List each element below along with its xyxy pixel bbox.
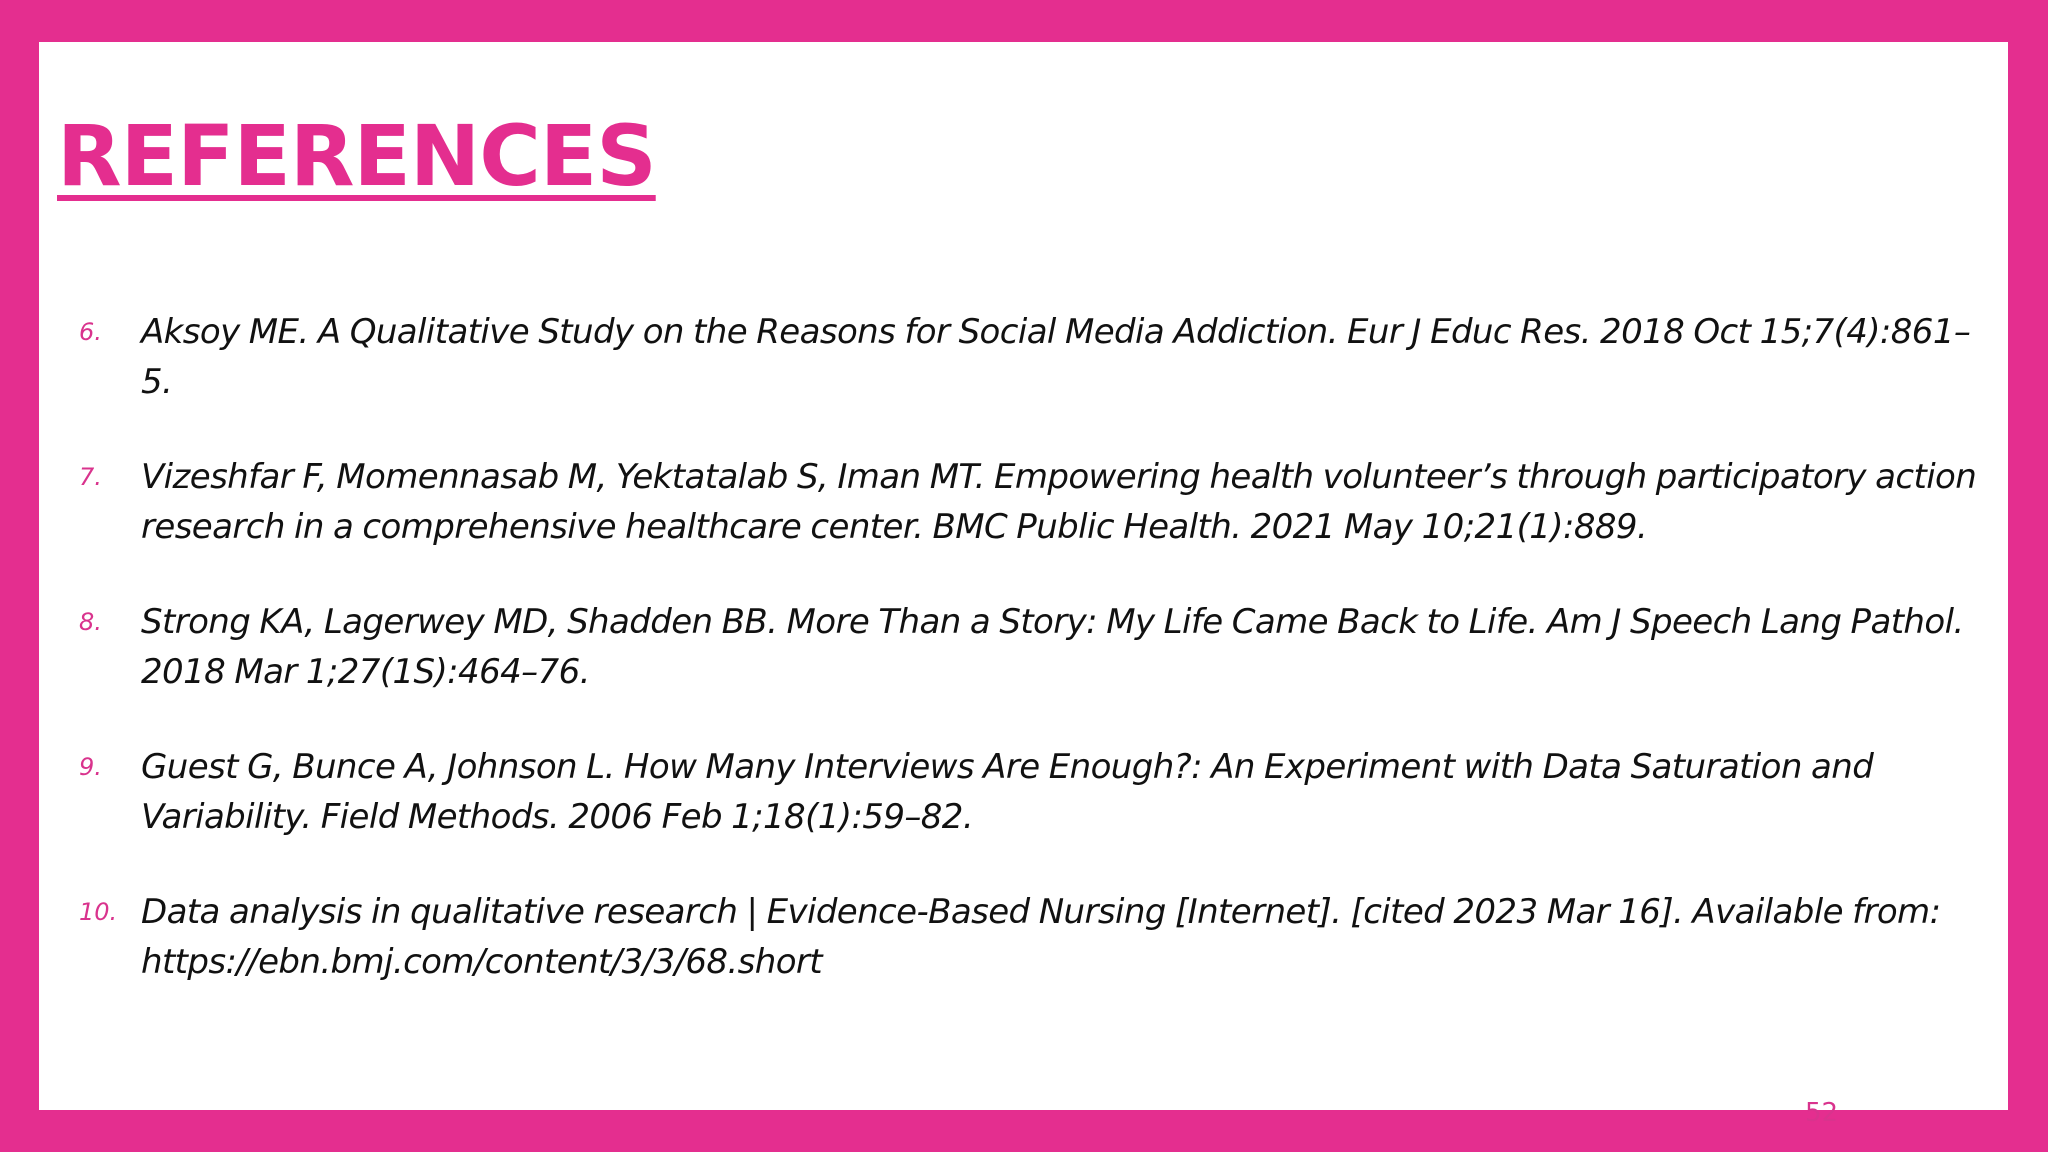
slide-content-area	[39, 42, 2008, 1128]
reference-text: Vizeshfar F, Momennasab M, Yektatalab S, Iman MT. Empowering health volunteer’s through participatory action research in a comprehensive healthcare center. BMC Public Health. 2021 May 10;21(1):889.	[141, 457, 1977, 547]
reference-item	[79, 452, 1979, 552]
reference-number: 9.	[79, 753, 102, 781]
reference-item	[79, 742, 1979, 842]
reference-text: Strong KA, Lagerwey MD, Shadden BB. More Than a Story: My Life Came Back to Life. Am J Speech Lang Pathol. 2018 Mar 1;27(1S):464–76.	[141, 602, 1964, 692]
reference-number: 8.	[79, 608, 102, 636]
reference-number: 10.	[79, 898, 118, 926]
reference-number: 6.	[79, 318, 102, 346]
reference-number: 7.	[79, 463, 102, 491]
reference-item	[79, 597, 1979, 697]
reference-item	[79, 307, 1979, 407]
slide-title: REFERENCES	[57, 107, 656, 205]
reference-text: Aksoy ME. A Qualitative Study on the Reasons for Social Media Addiction. Eur J Educ Res. 2018 Oct 15;7(4):861–5.	[141, 312, 1971, 402]
reference-text: Guest G, Bunce A, Johnson L. How Many Interviews Are Enough?: An Experiment with Data Saturation and Variability. Field Methods. 2006 Feb 1;18(1):59–82.	[141, 747, 1874, 837]
reference-item	[79, 887, 1979, 987]
reference-list	[79, 307, 1979, 1032]
reference-text: Data analysis in qualitative research | Evidence-Based Nursing [Internet]. [cited 2023 Mar 16]. Available from: https://ebn.bmj.com/content/3/3/68.short	[141, 892, 1941, 982]
page-number: 52	[1805, 1098, 1839, 1128]
